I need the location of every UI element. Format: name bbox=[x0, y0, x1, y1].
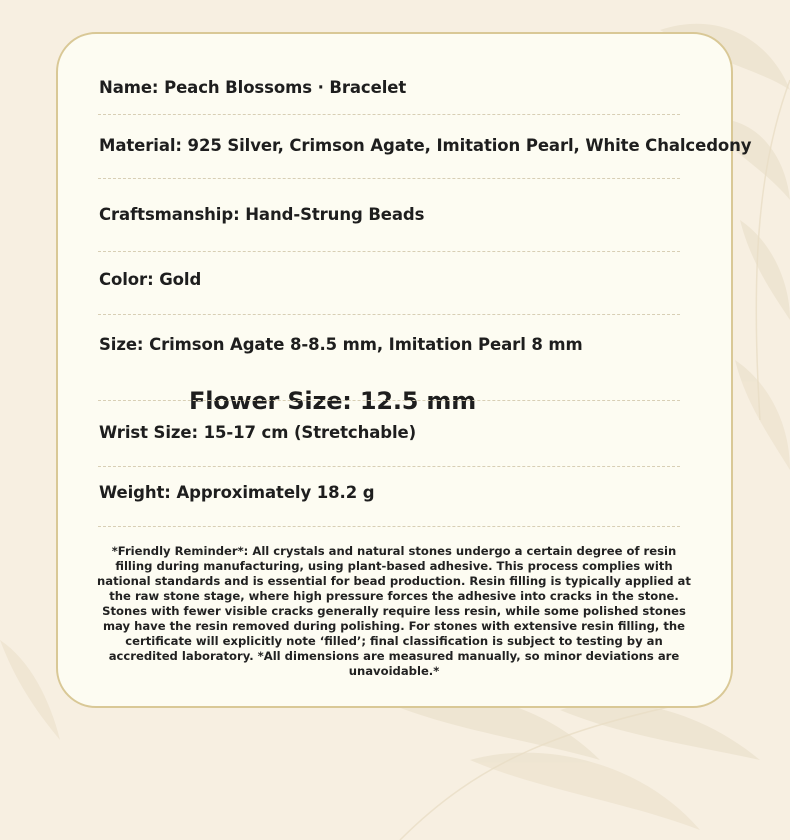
divider bbox=[98, 526, 680, 527]
divider bbox=[98, 178, 680, 179]
wrist-size: Wrist Size: 15-17 cm (Stretchable) bbox=[99, 423, 417, 442]
divider bbox=[98, 466, 680, 467]
flower-size: Flower Size: 12.5 mm bbox=[189, 387, 477, 415]
product-color: Color: Gold bbox=[99, 270, 202, 289]
divider bbox=[98, 400, 680, 401]
product-craftsmanship: Craftsmanship: Hand-Strung Beads bbox=[99, 205, 425, 224]
leaf-decoration bbox=[470, 753, 700, 830]
product-size: Size: Crimson Agate 8-8.5 mm, Imitation Pearl 8 mm bbox=[99, 335, 583, 354]
product-weight: Weight: Approximately 18.2 g bbox=[99, 483, 375, 502]
leaf-decoration bbox=[740, 220, 790, 320]
leaf-decoration bbox=[0, 640, 60, 740]
divider bbox=[98, 114, 680, 115]
leaf-decoration bbox=[735, 360, 790, 470]
divider bbox=[98, 314, 680, 315]
friendly-reminder: *Friendly Reminder*: All crystals and natural stones undergo a certain degree of resin filling during manufacturing, using plant-based adhesive. This process complies with national standards and is essential for bead production. Resin filling is typically applied at the raw stone stage, where high pressure forces the adhesive into cracks in the stone. Stones with fewer visible cracks generally require less resin, while some polished stones may have the resin removed during polishing. For stones with extensive resin filling, the certificate will explicitly note ‘filled’; final classification is subject to testing by an accredited laboratory. *All dimensions are measured manually, so minor deviations are unavoidable.* bbox=[97, 544, 691, 678]
product-info-card bbox=[56, 32, 752, 708]
product-material: Material: 925 Silver, Crimson Agate, Imitation Pearl, White Chalcedony bbox=[99, 136, 752, 155]
divider bbox=[98, 251, 680, 252]
product-name: Name: Peach Blossoms · Bracelet bbox=[99, 78, 407, 97]
